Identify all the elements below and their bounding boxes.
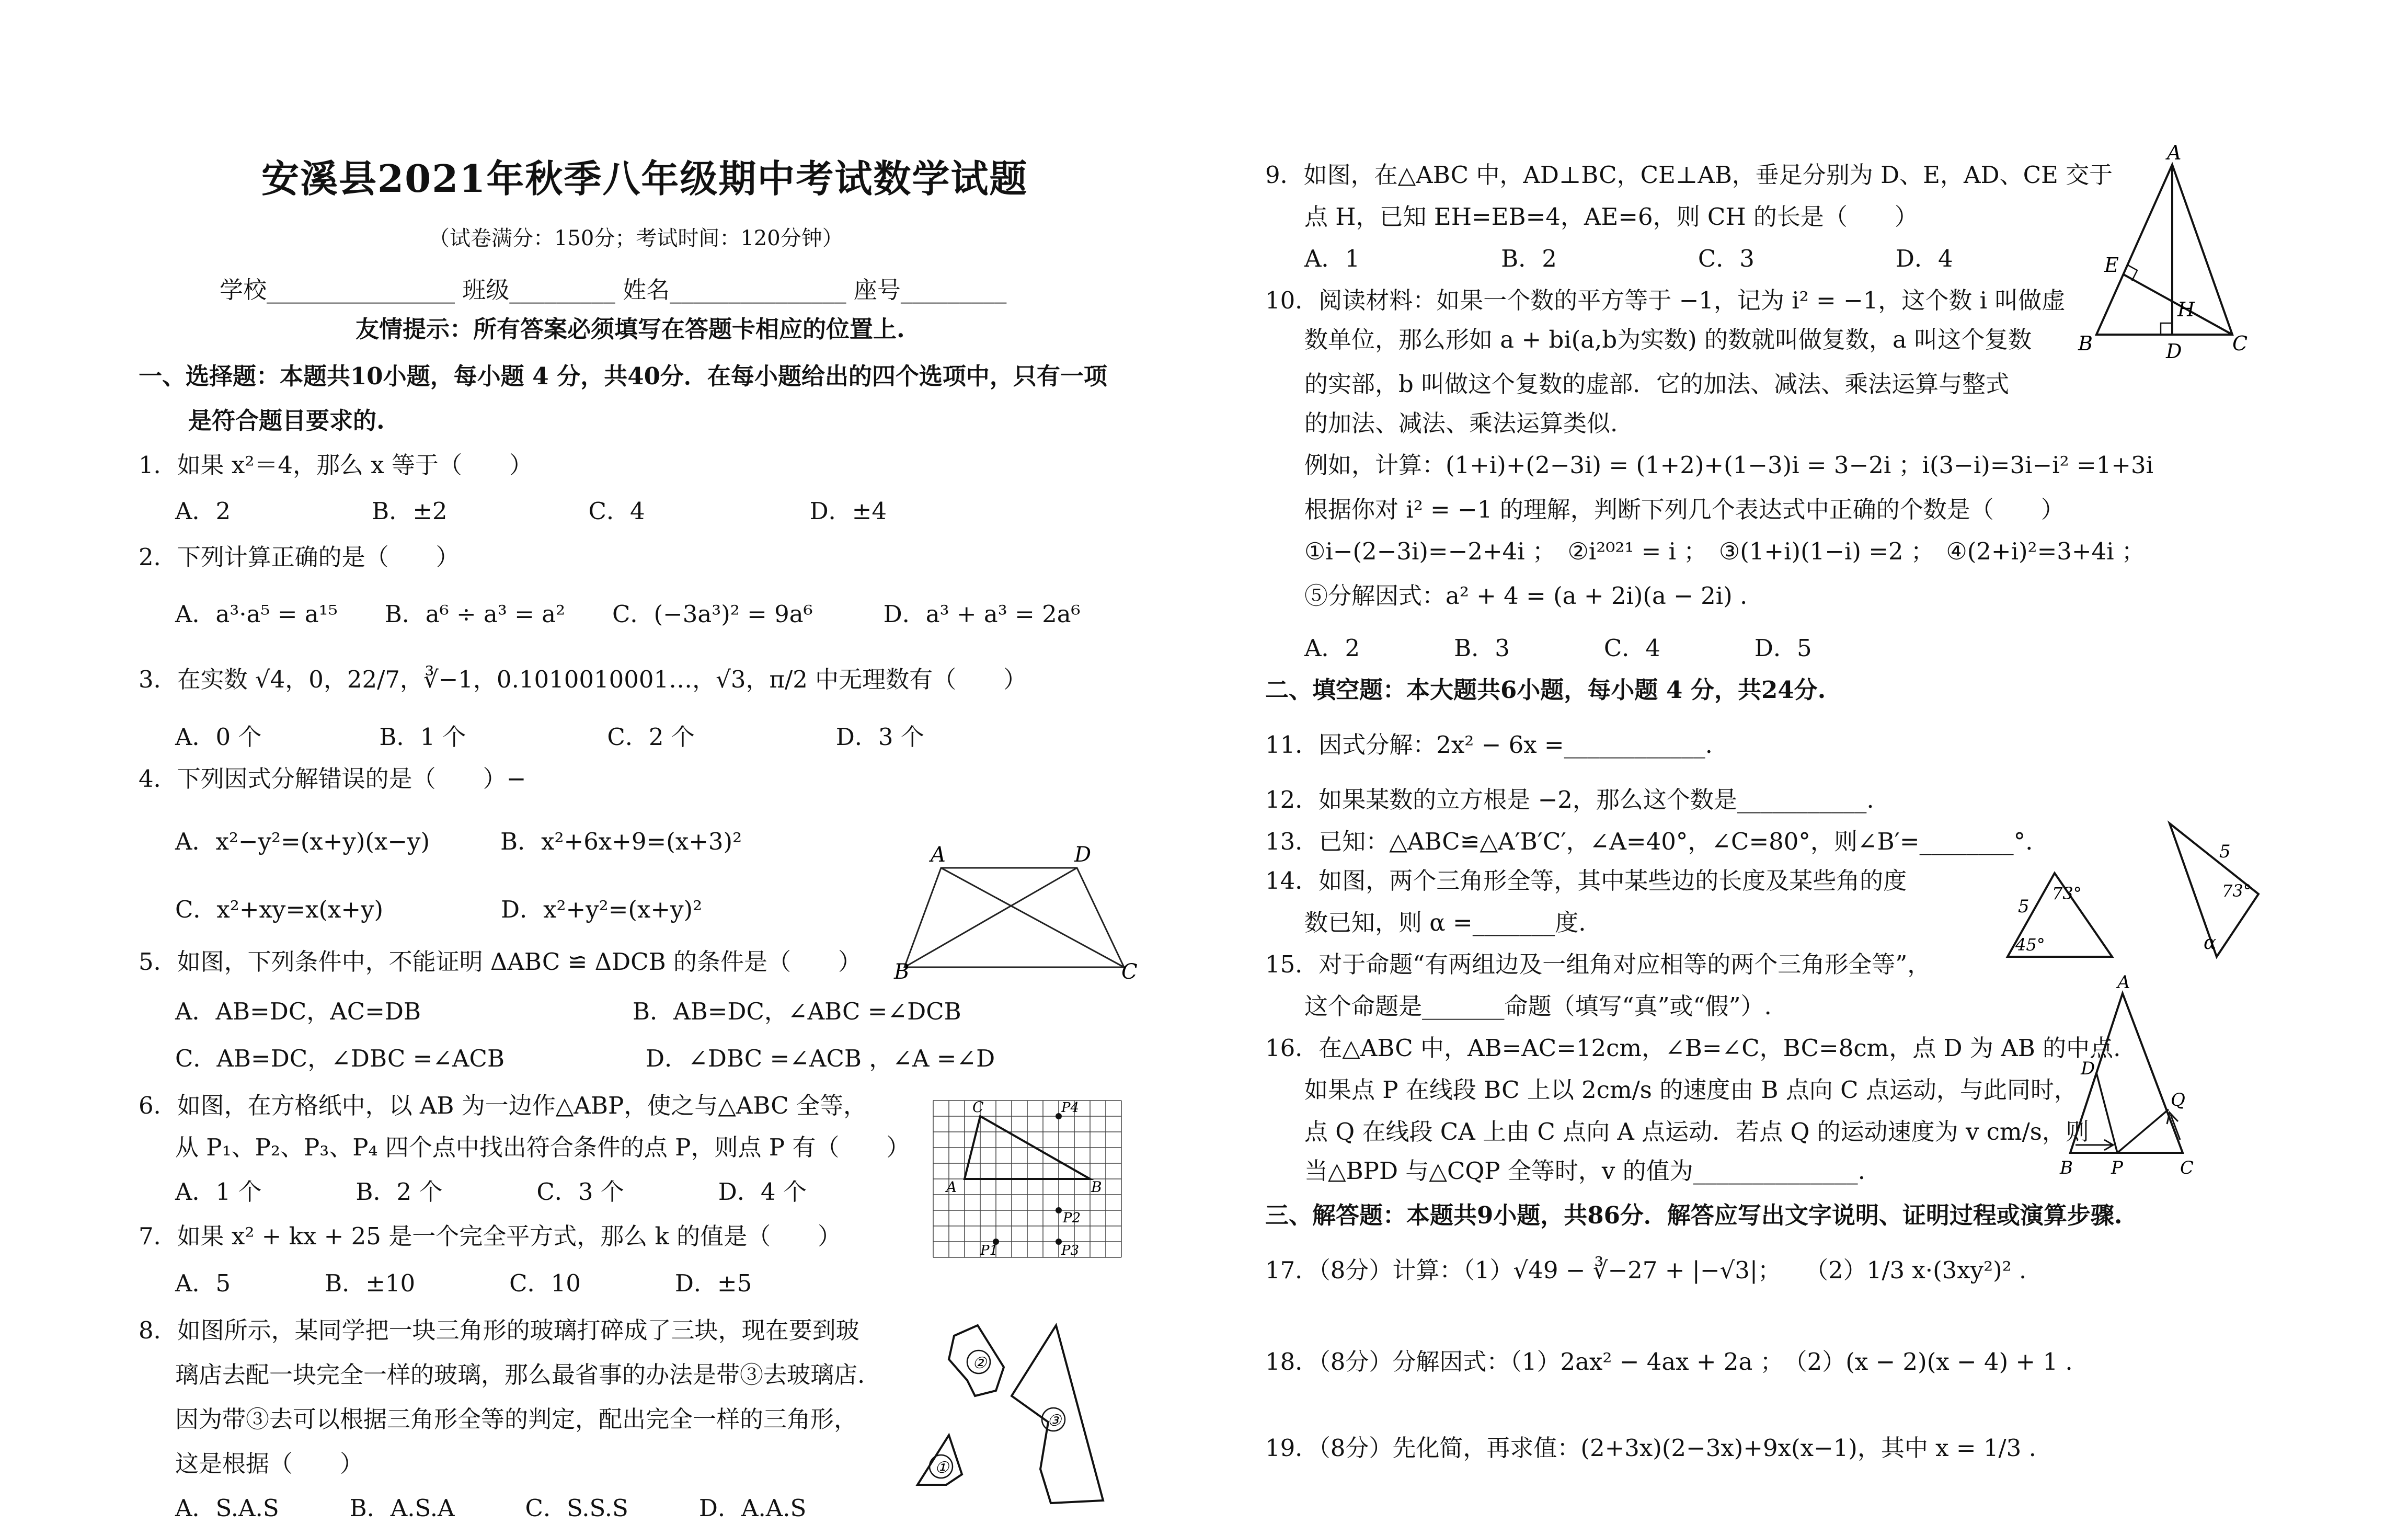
q5-options-cd: C．AB=DC，∠DBC =∠ACB D．∠DBC =∠ACB ，∠A =∠D <box>175 1045 995 1072</box>
q8-piece-3-label: ③ <box>1047 1412 1061 1430</box>
question-10-example: 例如，计算：(1+i)+(2−3i) = (1+2)+(1−3)i = 3−2i ；i(3−i)=3i−i² =1+3i <box>1304 451 2154 479</box>
question-8-cont-2: 因为带③去可以根据三角形全等的判定，配出完全一样的三角形， <box>175 1405 858 1433</box>
question-12: 12．如果某数的立方根是 −2，那么这个数是___________. <box>1265 786 1874 813</box>
q9-label-h: H <box>2177 298 2195 321</box>
right-column <box>1265 0 2368 1523</box>
q14-left-side-label: 5 <box>2018 896 2029 917</box>
q1-options: A．2 B．±2 C．4 D．±4 <box>175 497 887 525</box>
q6-label-p4: P4 <box>1061 1100 1080 1116</box>
q10-options: A．2 B．3 C．4 D．5 <box>1304 634 1812 662</box>
question-15: 15．对于命题“有两组边及一组角对应相等的两个三角形全等”， <box>1265 950 1931 978</box>
question-11: 11．因式分解：2x² − 6x =____________. <box>1265 731 1713 759</box>
question-16: 16．在△ABC 中，AB=AC=12cm，∠B=∠C，BC=8cm，点 D 为 AB 的中点. <box>1265 1034 2121 1062</box>
question-10: 10．阅读材料：如果一个数的平方等于 −1，记为 i² = −1，这个数 i 叫做虚 <box>1265 287 2066 314</box>
question-16-cont-2: 点 Q 在线段 CA 上由 C 点向 A 点运动．若点 Q 的运动速度为 v cm/s，则 <box>1304 1118 2089 1145</box>
section-one-heading-cont: 是符合题目要求的. <box>188 407 385 434</box>
q16-label-d: D <box>2081 1058 2095 1079</box>
question-5: 5．如图，下列条件中，不能证明 ΔABC ≌ ΔDCB 的条件是（ ） <box>139 948 862 976</box>
question-9: 9．如图，在△ABC 中，AD⊥BC，CE⊥AB，垂足分别为 D、E，AD、CE 交于 <box>1265 161 2113 189</box>
exam-subtitle: （试卷满分：150分；考试时间：120分钟） <box>429 226 843 250</box>
q14-triangles-figure <box>1997 816 2311 967</box>
question-14: 14．如图，两个三角形全等，其中某些边的长度及某些角的度 <box>1265 867 1907 895</box>
q6-label-p2: P2 <box>1063 1210 1081 1226</box>
question-10-cont-2: 的实部，b 叫做这个复数的虚部．它的加法、减法、乘法运算与整式 <box>1304 370 2010 398</box>
question-8-cont-1: 璃店去配一块完全一样的玻璃，那么最省事的办法是带③去玻璃店. <box>175 1361 865 1389</box>
q16-label-b: B <box>2060 1158 2073 1178</box>
q16-label-a: A <box>2117 972 2130 993</box>
tip-text: 友情提示：所有答案必须填写在答题卡相应的位置上. <box>356 315 905 343</box>
question-7: 7．如果 x² + kx + 25 是一个完全平方式，那么 k 的值是（ ） <box>139 1222 842 1250</box>
question-15-cont: 这个命题是_______命题（填写“真”或“假”）. <box>1304 992 1772 1020</box>
q4-options-ab: A．x²−y²=(x+y)(x−y) B．x²+6x+9=(x+3)² <box>175 828 742 855</box>
q9-triangle-figure <box>2065 141 2253 363</box>
q9-label-b: B <box>2078 332 2093 355</box>
section-one-heading: 一、选择题：本题共10小题，每小题 4 分，共40分．在每小题给出的四个选项中，只有一项 <box>139 362 1107 390</box>
question-16-cont-3: 当△BPD 与△CQP 全等时，v 的值为______________. <box>1304 1157 1865 1185</box>
q7-options: A．5 B．±10 C．10 D．±5 <box>175 1269 752 1297</box>
q6-label-c: C <box>972 1098 984 1116</box>
q14-left-45-label: 45° <box>2015 935 2045 955</box>
question-8-cont-3: 这是根据（ ） <box>175 1450 364 1477</box>
question-16-cont-1: 如果点 P 在线段 BC 上以 2cm/s 的速度由 B 点向 C 点运动，与此同时， <box>1304 1076 2078 1104</box>
question-10-ask: 根据你对 i² = −1 的理解，判断下列几个表达式中正确的个数是（ ） <box>1304 496 2065 523</box>
question-14-cont: 数已知，则 α =_______度. <box>1304 909 1586 936</box>
q9-label-d: D <box>2166 340 2182 363</box>
q6-label-p1: P1 <box>980 1243 999 1258</box>
q5-figure <box>894 842 1138 984</box>
question-3: 3．在实数 √4，0，22/7，∛−1，0.1010010001…，√3，π/2 中无理数有（ ） <box>139 666 1027 693</box>
question-19: 19．（8分）先化简，再求值：(2+3x)(2−3x)+9x(x−1)，其中 x = 1/3 . <box>1265 1434 2036 1462</box>
q14-alpha-label: α <box>2204 932 2217 954</box>
question-10-items-1: ①i−(2−3i)=−2+4i ； ②i²⁰²¹ = i ； ③(1+i)(1−i) =2 ； ④(2+i)²=3+4i ； <box>1304 537 2145 565</box>
q14-right-side-label: 5 <box>2219 841 2231 862</box>
q5-label-b: B <box>894 960 910 984</box>
question-6-cont: 从 P₁、P₂、P₃、P₄ 四个点中找出符合条件的点 P，则点 P 有（ ） <box>175 1133 910 1161</box>
q2-options: A．a³·a⁵ = a¹⁵ B．a⁶ ÷ a³ = a² C．(−3a³)² = 9a⁶ D．a³ + a³ = 2a⁶ <box>175 600 1081 628</box>
q9-options: A．1 B．2 C．3 D．4 <box>1304 245 1953 272</box>
section-two-heading: 二、填空题：本大题共6小题，每小题 4 分，共24分. <box>1265 676 1826 704</box>
question-6: 6．如图，在方格纸中，以 AB 为一边作△ABP，使之与△ABC 全等， <box>139 1092 867 1119</box>
question-10-cont-3: 的加法、减法、乘法运算类似. <box>1304 409 1618 437</box>
q16-triangle-figure <box>2049 972 2222 1182</box>
q5-label-d: D <box>1074 843 1092 867</box>
q8-options: A．S.A.S B．A.S.A C．S.S.S D．A.A.S <box>175 1494 807 1522</box>
q8-piece-2-label: ② <box>972 1354 987 1372</box>
question-10-cont-1: 数单位，那么形如 a + bi(a,b为实数) 的数就叫做复数，a 叫这个复数 <box>1304 326 2032 353</box>
q14-left-angle-label: 73° <box>2052 884 2082 903</box>
q4-options-cd: C．x²+xy=x(x+y) D．x²+y²=(x+y)² <box>175 896 703 923</box>
question-2: 2．下列计算正确的是（ ） <box>139 543 460 571</box>
student-info-line: 学校________________ 班级_________ 姓名_______________ 座号_________ <box>220 276 1007 304</box>
left-column <box>120 0 1223 1523</box>
q5-label-a: A <box>931 843 946 867</box>
q9-label-e: E <box>2104 254 2119 277</box>
question-4: 4．下列因式分解错误的是（ ）− <box>139 765 526 793</box>
question-8: 8．如图所示，某同学把一块三角形的玻璃打碎成了三块，现在要到玻 <box>139 1316 859 1344</box>
q6-options: A．1 个 B．2 个 C．3 个 D．4 个 <box>175 1178 807 1206</box>
q6-grid-figure <box>928 1095 1127 1273</box>
q16-label-c: C <box>2180 1158 2194 1178</box>
question-17: 17．（8分）计算：（1）√49 − ∛−27 + |−√3|； （2）1/3 x·(3xy²)² . <box>1265 1256 2027 1284</box>
q16-label-p: P <box>2111 1158 2123 1178</box>
question-1: 1．如果 x²＝4，那么 x 等于（ ） <box>139 451 533 479</box>
question-10-items-2: ⑤分解因式：a² + 4 = (a + 2i)(a − 2i) . <box>1304 582 1748 610</box>
q9-label-c: C <box>2232 332 2248 355</box>
q9-label-a: A <box>2167 141 2182 164</box>
q5-label-c: C <box>1121 960 1138 984</box>
question-18: 18．（8分）分解因式：（1）2ax² − 4ax + 2a ； （2）(x − 2)(x − 4) + 1 . <box>1265 1348 2073 1376</box>
q6-label-a: A <box>946 1178 957 1196</box>
q3-options: A．0 个 B．1 个 C．2 个 D．3 个 <box>175 723 924 751</box>
q16-label-q: Q <box>2171 1090 2185 1110</box>
q6-label-b: B <box>1091 1178 1102 1196</box>
question-13: 13．已知：△ABC≌△A′B′C′，∠A=40°，∠C=80°，则∠B′=________°. <box>1265 828 2033 855</box>
q6-label-p3: P3 <box>1061 1243 1080 1258</box>
section-three-heading: 三、解答题：本题共9小题，共86分．解答应写出文字说明、证明过程或演算步骤. <box>1265 1201 2123 1229</box>
question-9-cont: 点 H，已知 EH=EB=4，AE=6，则 CH 的长是（ ） <box>1304 203 1918 231</box>
exam-title: 安溪县2021年秋季八年级期中考试数学试题 <box>261 156 1028 201</box>
q5-options-ab: A．AB=DC，AC=DB B．AB=DC，∠ABC =∠DCB <box>175 998 961 1025</box>
q8-glass-figure <box>904 1317 1129 1516</box>
q14-right-angle-label: 73° <box>2222 881 2252 901</box>
q8-piece-1-label: ① <box>935 1459 949 1477</box>
